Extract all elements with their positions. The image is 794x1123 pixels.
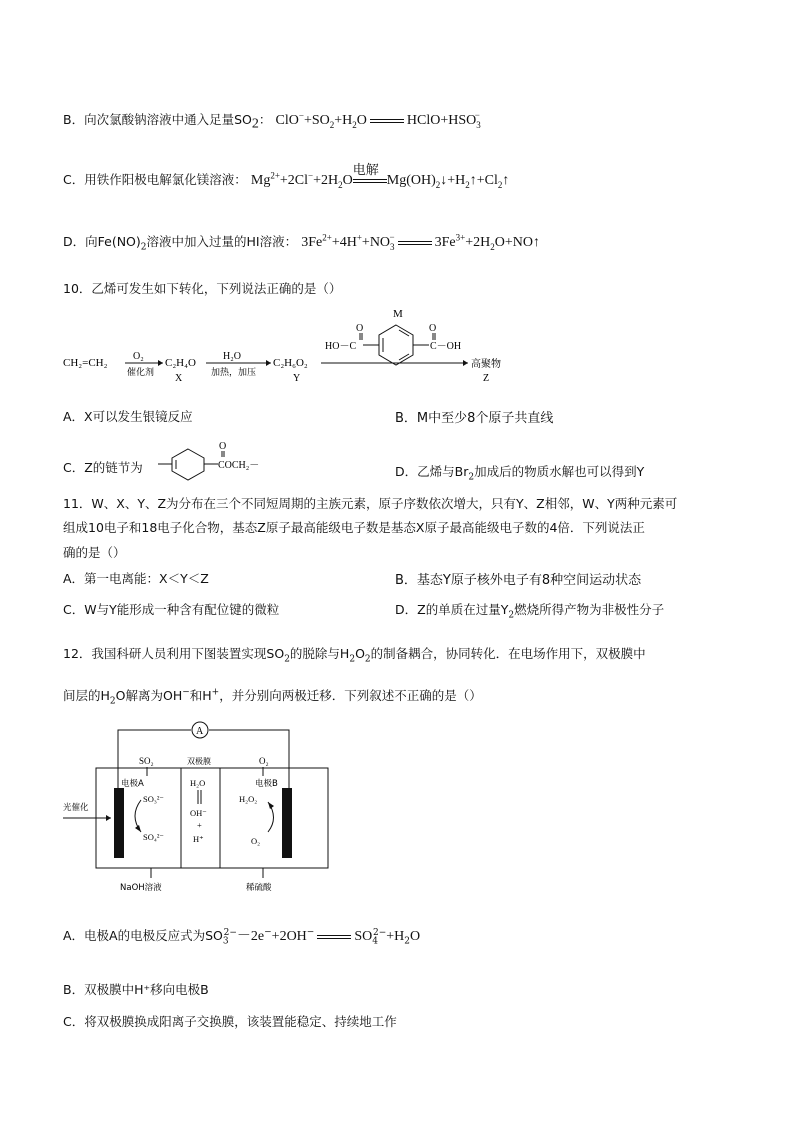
svg-text:电极A: 电极A bbox=[121, 779, 144, 789]
svg-text:O₂: O₂ bbox=[133, 351, 144, 362]
svg-text:HO－C: HO－C bbox=[325, 341, 357, 352]
q11-option-b: B．基态Y原子核外电子有8种空间运动状态 bbox=[395, 573, 642, 588]
q10-option-d: D．乙烯与$Br_2$加成后的物质水解也可以得到Y bbox=[395, 464, 645, 483]
scheme-m-label: M bbox=[393, 308, 403, 320]
svg-text:催化剂: 催化剂 bbox=[127, 368, 155, 378]
q11-option-a: A．第一电离能：X＜Y＜Z bbox=[63, 571, 209, 586]
q11-stem-line1: 11．W、X、Y、Z为分布在三个不同短周期的主族元素，原子序数依次增大，只有Y、Z相邻，W、Y两种元素可 bbox=[63, 496, 678, 511]
svg-text:O: O bbox=[429, 323, 437, 334]
q9b-equation: $ClO^-+SO_2+H_2O$ $HClO+HSO_3^-$ bbox=[275, 110, 481, 130]
q10-chain-unit bbox=[158, 440, 288, 480]
svg-text:稀硫酸: 稀硫酸 bbox=[246, 883, 272, 893]
q12-electrolysis-figure bbox=[63, 720, 343, 900]
svg-text:O₂: O₂ bbox=[259, 756, 269, 766]
q12-stem-line1: 12．我国科研人员利用下图装置实现$SO_2$的脱除与$H_2O_2$的制备耦合，协同转化．在电场作用下，双极膜中 bbox=[63, 646, 646, 665]
svg-text:SO₃²⁻: SO₃²⁻ bbox=[143, 794, 164, 804]
q12-option-c: C．将双极膜换成阳离子交换膜，该装置能稳定、持续地工作 bbox=[63, 1014, 397, 1029]
svg-text:电极B: 电极B bbox=[255, 779, 278, 789]
q9-option-c: C．用铁作阳极电解氯化镁溶液： $Mg^{2+}+2Cl^-+2H_2O$ 电解 $Mg(OH)_2↓+H_2↑+Cl_2↑$ bbox=[63, 162, 510, 190]
q12-option-b: B．双极膜中H⁺移向电极B bbox=[63, 982, 209, 997]
q9-option-b: B．向次氯酸钠溶液中通入足量$SO_2$： $ClO^-+SO_2+H_2O$ $HClO+HSO_3^-$ bbox=[63, 110, 481, 132]
q12-stem-line2: 间层的$H_2O$解离为OH−和H+，并分别向两极迁移．下列叙述不正确的是（） bbox=[63, 687, 482, 707]
svg-text:OH⁻: OH⁻ bbox=[190, 808, 207, 818]
q10-option-a: A．X可以发生银镜反应 bbox=[63, 409, 193, 424]
svg-text:O: O bbox=[219, 441, 227, 452]
svg-text:光催化: 光催化 bbox=[63, 803, 89, 813]
svg-text:NaOH溶液: NaOH溶液 bbox=[120, 883, 162, 893]
q11-stem-line2: 组成10电子和18电子化合物，基态Z原子最高能级电子数是基态X原子最高能级电子数的4倍．下列说法正 bbox=[63, 520, 645, 535]
svg-text:H₂O₂: H₂O₂ bbox=[239, 794, 258, 804]
q11-option-c: C．W与Y能形成一种含有配位键的微粒 bbox=[63, 602, 280, 617]
svg-text:H₂O: H₂O bbox=[190, 778, 206, 788]
q10-option-c: C．Z的链节为 bbox=[63, 460, 143, 475]
svg-text:C－OH: C－OH bbox=[430, 341, 462, 352]
svg-text:CH₂=CH₂: CH₂=CH₂ bbox=[63, 357, 108, 369]
svg-text:高聚物: 高聚物 bbox=[471, 359, 501, 370]
benzene-ring bbox=[379, 325, 413, 365]
q9d-equation: $3Fe^{2+}+4H^++NO_3^-$ $3Fe^{3+}+2H_2O+NO↑$ bbox=[301, 232, 540, 252]
svg-text:+: + bbox=[197, 820, 202, 830]
svg-text:SO₄²⁻: SO₄²⁻ bbox=[143, 832, 164, 842]
svg-text:双极膜: 双极膜 bbox=[187, 757, 211, 766]
q11-option-d: D．Z的单质在过量$Y_2$燃烧所得产物为非极性分子 bbox=[395, 602, 665, 621]
svg-text:O₂: O₂ bbox=[251, 836, 261, 846]
svg-text:COCH₂－: COCH₂－ bbox=[218, 460, 260, 471]
electrode-b bbox=[282, 788, 292, 858]
svg-text:Y: Y bbox=[293, 373, 301, 384]
q10-reaction-scheme bbox=[63, 307, 563, 384]
svg-text:A: A bbox=[196, 726, 204, 737]
q10-stem: 10．乙烯可发生如下转化，下列说法正确的是（） bbox=[63, 281, 342, 296]
svg-text:加热，加压: 加热，加压 bbox=[211, 368, 257, 378]
svg-text:H⁺: H⁺ bbox=[193, 834, 204, 844]
svg-text:SO₂: SO₂ bbox=[139, 756, 154, 766]
svg-text:O: O bbox=[356, 323, 364, 334]
svg-text:X: X bbox=[175, 373, 183, 384]
svg-text:H₂O: H₂O bbox=[223, 351, 241, 362]
svg-text:C₂H₄O: C₂H₄O bbox=[165, 357, 196, 369]
svg-text:Z: Z bbox=[483, 373, 490, 384]
q9c-equation: $Mg^{2+}+2Cl^-+2H_2O$ 电解 $Mg(OH)_2↓+H_2↑+Cl_2↑$ bbox=[250, 162, 510, 190]
svg-text:C₂H₆O₂: C₂H₆O₂ bbox=[273, 357, 308, 369]
electrode-a bbox=[114, 788, 124, 858]
q10-option-b: B．M中至少8个原子共直线 bbox=[395, 411, 554, 426]
q11-stem-line3: 确的是（） bbox=[63, 545, 126, 560]
q12-option-a: A．电极A的电极反应式为$SO_3^{2-}-2e^-+2OH^-$ $SO_4^{2-}+H_2O$ bbox=[63, 927, 421, 947]
q9-option-d: D．向$Fe(NO)_2$溶液中加入过量的HI溶液： $3Fe^{2+}+4H^++NO_3^-$ $3Fe^{3+}+2H_2O+NO↑$ bbox=[63, 232, 540, 253]
